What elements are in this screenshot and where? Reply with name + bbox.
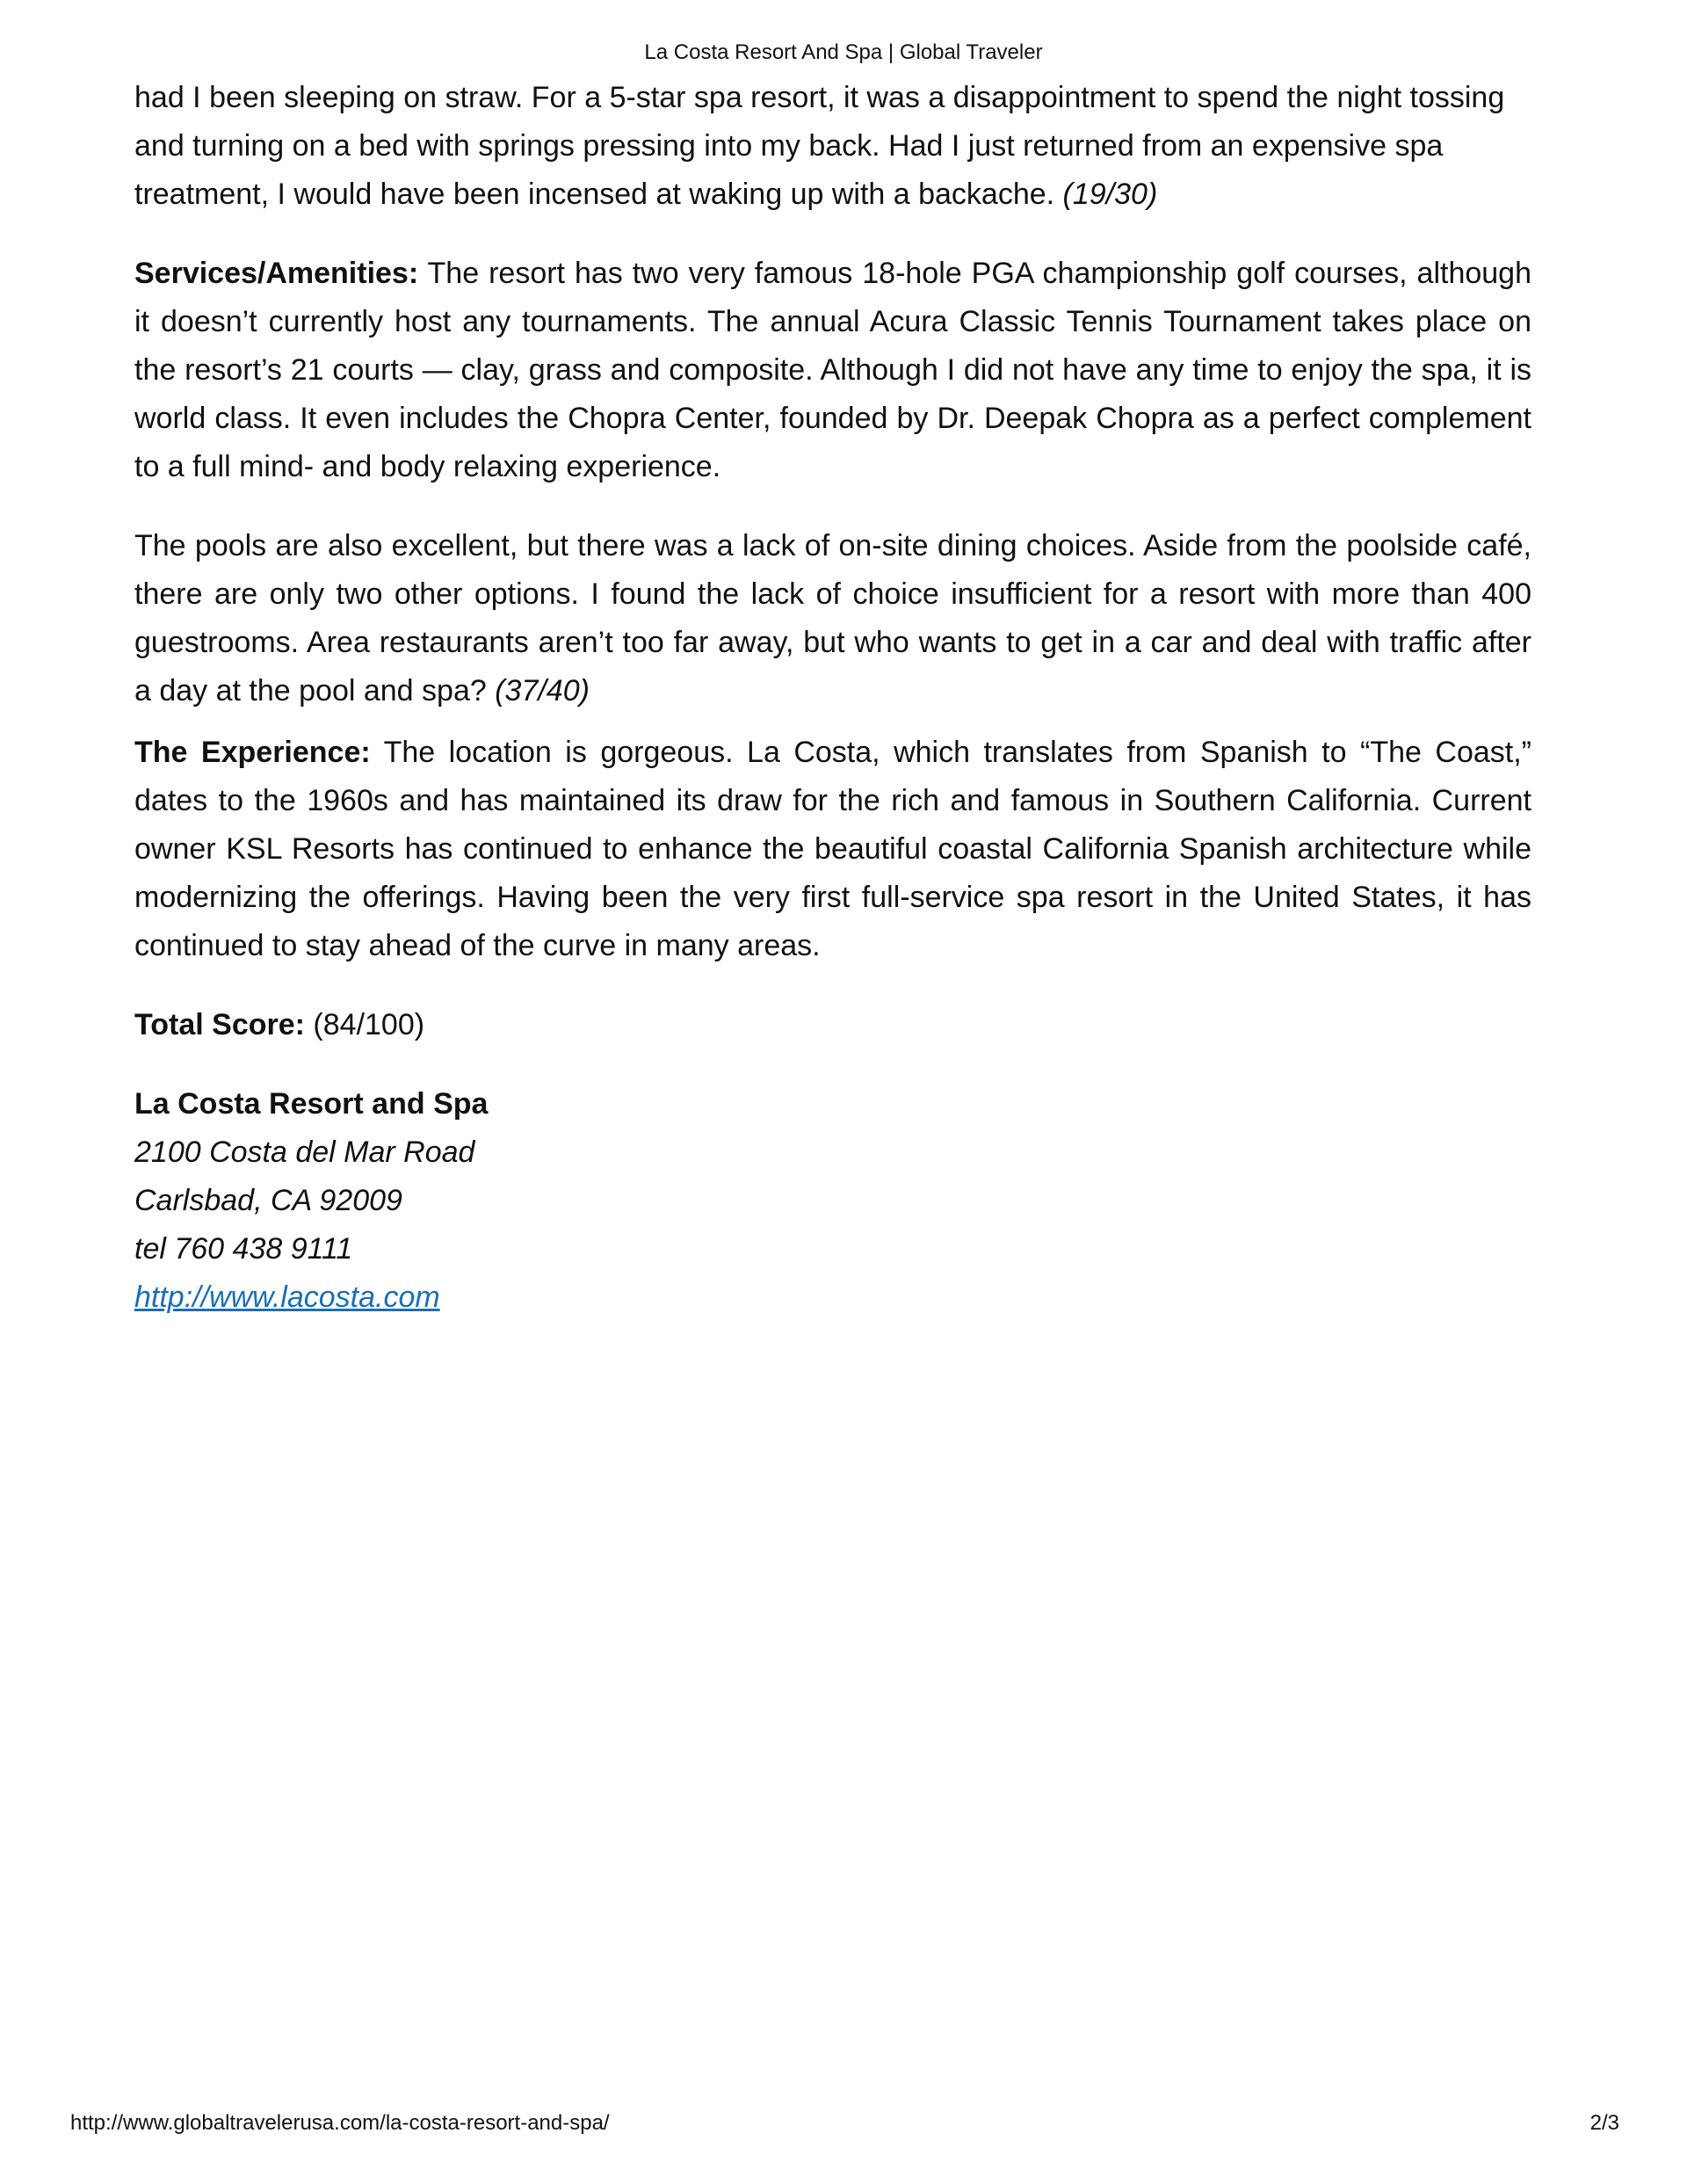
total-score	[134, 1001, 1531, 1049]
paragraph-text: The location is gorgeous. La Costa, which translates from Spanish to “The Coast,” dates to the 1960s and has maintained its draw for the rich and famous in Southern California. Current owner KSL Resorts has continued to enhance the beautiful coastal California Spanish architecture while modernizing the offerings. Having been the very first full-service spa resort in the United States, it has continued to stay ahead of the curve in many areas.	[134, 736, 1531, 962]
contact-block	[134, 1080, 1531, 1322]
paragraph-experience	[134, 729, 1531, 970]
paragraph-text: had I been sleeping on straw. For a 5-star spa resort, it was a disappointment to spend the night tossing and turning on a bed with springs pressing into my back. Had I just returned from an expensive spa treatment, I would have been incensed at waking up with a backache.	[134, 81, 1505, 211]
resort-name: La Costa Resort and Spa	[134, 1087, 489, 1121]
page-header-title: La Costa Resort And Spa | Global Traveler	[644, 40, 1043, 64]
experience-heading: The Experience:	[134, 736, 371, 769]
address-line-1: 2100 Costa del Mar Road	[134, 1136, 475, 1169]
footer-url: http://www.globaltravelerusa.com/la-costa-resort-and-spa/	[70, 2111, 610, 2135]
services-score: (37/40)	[495, 674, 590, 707]
phone-number: tel 760 438 9111	[134, 1232, 353, 1266]
paragraph-text: The pools are also excellent, but there was a lack of on-site dining choices. Aside from the poolside café, there are only two other options. I found the lack of choice insufficient for a resort with more than 400 guestrooms. Area restaurants aren’t too far away, but who wants to get in a car and deal with traffic after a day at the pool and spa?	[134, 529, 1531, 707]
services-heading: Services/Amenities:	[134, 257, 419, 290]
total-score-label: Total Score:	[134, 1008, 305, 1041]
paragraph-services	[134, 250, 1531, 491]
article-body	[134, 74, 1531, 1322]
total-score-value: (84/100)	[313, 1008, 425, 1041]
paragraph-text: The resort has two very famous 18-hole PGA championship golf courses, although it doesn’t currently host any tournaments. The annual Acura Classic Tennis Tournament takes place on the resort’s 21 courts — clay, grass and composite. Although I did not have any time to enjoy the spa, it is world class. It even includes the Chopra Center, founded by Dr. Deepak Chopra as a perfect complement to a full mind- and body relaxing experience.	[134, 257, 1531, 483]
address-line-2: Carlsbad, CA 92009	[134, 1184, 402, 1217]
sleep-score: (19/30)	[1062, 178, 1158, 211]
paragraph-sleep-quality	[134, 74, 1531, 219]
paragraph-pools	[134, 522, 1531, 715]
resort-website-link[interactable]: http://www.lacosta.com	[134, 1281, 440, 1314]
page-number: 2/3	[1589, 2111, 1619, 2135]
